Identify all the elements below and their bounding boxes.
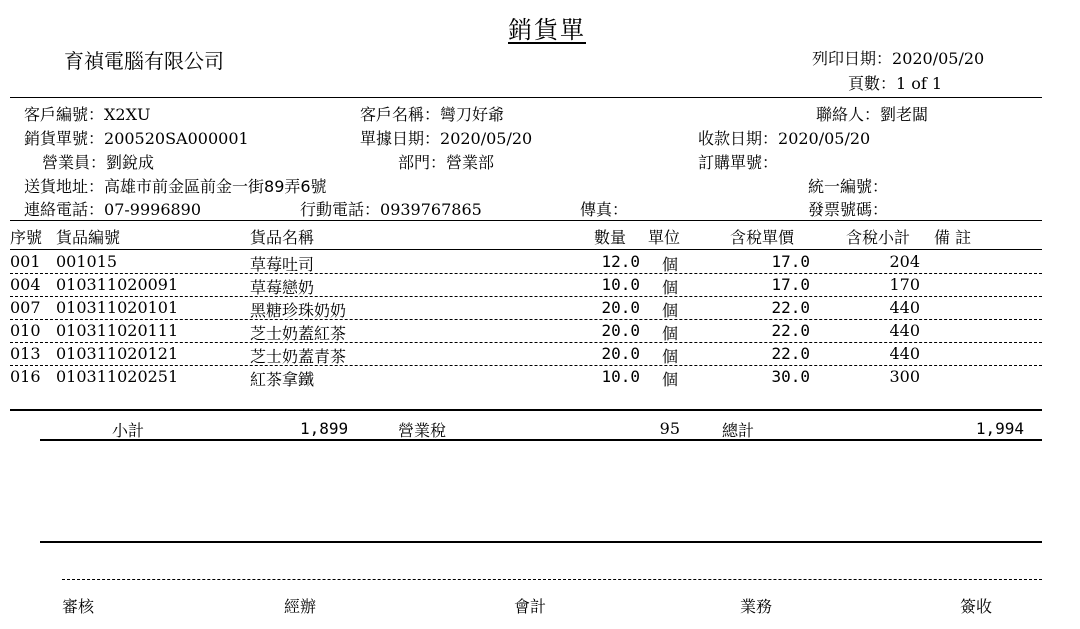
- cell-qty: 20.0: [601, 321, 640, 340]
- order-number-label: 銷貨單號：: [24, 129, 105, 148]
- cell-qty: 10.0: [601, 275, 640, 294]
- phone: [24, 197, 201, 220]
- print-date: [812, 46, 984, 69]
- cell-unit: 個: [662, 347, 679, 366]
- cell-unit: 個: [662, 278, 679, 297]
- receipt-date: [698, 126, 870, 149]
- cell-seq: 013: [10, 344, 41, 363]
- cell-seq: 001: [10, 252, 41, 271]
- document-title: 銷貨單: [508, 16, 586, 44]
- cell-price: 22.0: [771, 344, 810, 363]
- receipt-date-value: 2020/05/20: [778, 129, 871, 148]
- page-label: 頁數：: [848, 74, 897, 93]
- page-value: 1 of 1: [896, 74, 943, 93]
- fax: [580, 197, 628, 220]
- col-header-remark: 備 註: [934, 228, 972, 247]
- print-date-label: 列印日期：: [812, 49, 893, 68]
- subtotal-value: 1,899: [300, 419, 349, 438]
- salesperson: [42, 150, 154, 173]
- company-name: 育禎電腦有限公司: [64, 49, 224, 73]
- department: [398, 150, 494, 173]
- contact-value: 劉老闆: [880, 105, 929, 124]
- customer-id: [24, 102, 150, 125]
- cell-seq: 016: [10, 367, 41, 386]
- cell-name: 芝士奶蓋青茶: [250, 347, 347, 366]
- customer-name-label: 客戶名稱：: [360, 105, 441, 124]
- subtotal-label: 小計: [112, 421, 145, 440]
- signature-accounting: 會計: [514, 597, 547, 616]
- cell-price: 30.0: [771, 367, 810, 386]
- customer-name: [360, 102, 504, 125]
- table-header-rule: [10, 249, 1042, 250]
- tax-value: 95: [659, 419, 680, 438]
- table-end-rule: [10, 409, 1042, 411]
- info-rule: [10, 220, 1042, 221]
- col-header-subtotal: 含稅小計: [846, 228, 911, 247]
- fax-label: 傳真：: [580, 200, 629, 219]
- cell-price: 22.0: [771, 298, 810, 317]
- cell-seq: 010: [10, 321, 41, 340]
- cell-qty: 20.0: [601, 344, 640, 363]
- cell-subtotal: 440: [889, 298, 920, 317]
- tax-label: 營業稅: [398, 421, 447, 440]
- document-date-value: 2020/05/20: [440, 129, 533, 148]
- phone-value: 07-9996890: [104, 200, 202, 219]
- total-label: 總計: [722, 421, 755, 440]
- cell-seq: 004: [10, 275, 41, 294]
- cell-price: 22.0: [771, 321, 810, 340]
- cell-qty: 20.0: [601, 298, 640, 317]
- customer-id-value: X2XU: [104, 105, 151, 124]
- salesperson-value: 劉銳成: [106, 153, 155, 172]
- page-number: [848, 71, 942, 94]
- row-divider: [10, 319, 1042, 320]
- order-number-value: 200520SA000001: [104, 129, 249, 148]
- signature-dash-rule: [62, 579, 1042, 580]
- row-divider: [10, 296, 1042, 297]
- delivery-address: [24, 174, 327, 197]
- totals-rule: [40, 439, 1042, 441]
- contact-label: 聯絡人：: [816, 105, 881, 124]
- receipt-date-label: 收款日期：: [698, 129, 779, 148]
- invoice-number: [808, 197, 888, 220]
- mobile-label: 行動電話：: [300, 200, 381, 219]
- total-value: 1,994: [975, 419, 1024, 438]
- cell-price: 17.0: [771, 252, 810, 271]
- mobile: [300, 197, 482, 220]
- customer-name-value: 彎刀好爺: [440, 105, 505, 124]
- cell-code: 001015: [56, 252, 118, 271]
- print-date-value: 2020/05/20: [892, 49, 985, 68]
- col-header-name: 貨品名稱: [250, 228, 315, 247]
- cell-unit: 個: [662, 324, 679, 343]
- footer-rule: [40, 541, 1042, 543]
- signature-review: 審核: [62, 597, 95, 616]
- cell-subtotal: 204: [889, 252, 920, 271]
- order-number: [24, 126, 249, 149]
- signature-receiver: 簽收: [960, 597, 993, 616]
- cell-subtotal: 440: [889, 344, 920, 363]
- col-header-seq: 序號: [10, 228, 43, 247]
- header-rule: [10, 97, 1042, 98]
- cell-code: 010311020121: [56, 344, 179, 363]
- department-value: 營業部: [446, 153, 495, 172]
- phone-label: 連絡電話：: [24, 200, 105, 219]
- tax-id-label: 統一編號：: [808, 177, 889, 196]
- signature-handler: 經辦: [284, 597, 317, 616]
- cell-code: 010311020251: [56, 367, 179, 386]
- cell-unit: 個: [662, 301, 679, 320]
- customer-id-label: 客戶編號：: [24, 105, 105, 124]
- delivery-address-value: 高雄市前金區前金一街89弄6號: [104, 177, 327, 196]
- col-header-unit: 單位: [648, 228, 681, 247]
- invoice-number-label: 發票號碼：: [808, 200, 889, 219]
- purchase-order: [698, 150, 778, 173]
- col-header-qty: 數量: [594, 228, 627, 247]
- cell-unit: 個: [662, 370, 679, 389]
- document-date-label: 單據日期：: [360, 129, 441, 148]
- cell-name: 紅茶拿鐵: [250, 370, 315, 389]
- delivery-address-label: 送貨地址：: [24, 177, 105, 196]
- cell-subtotal: 300: [889, 367, 920, 386]
- contact: [816, 102, 928, 125]
- document-date: [360, 126, 532, 149]
- col-header-price: 含稅單價: [730, 228, 795, 247]
- cell-subtotal: 440: [889, 321, 920, 340]
- department-label: 部門：: [398, 153, 447, 172]
- cell-code: 010311020101: [56, 298, 179, 317]
- cell-price: 17.0: [771, 275, 810, 294]
- cell-qty: 10.0: [601, 367, 640, 386]
- cell-name: 草莓吐司: [250, 255, 315, 274]
- cell-subtotal: 170: [889, 275, 920, 294]
- cell-name: 芝士奶蓋紅茶: [250, 324, 347, 343]
- row-divider: [10, 273, 1042, 274]
- cell-name: 草莓戀奶: [250, 278, 315, 297]
- tax-id: [808, 174, 888, 197]
- cell-code: 010311020091: [56, 275, 179, 294]
- row-divider: [10, 365, 1042, 366]
- cell-unit: 個: [662, 255, 679, 274]
- signature-business: 業務: [740, 597, 773, 616]
- purchase-order-label: 訂購單號：: [698, 153, 779, 172]
- cell-code: 010311020111: [56, 321, 179, 340]
- cell-name: 黑糖珍珠奶奶: [250, 301, 347, 320]
- row-divider: [10, 342, 1042, 343]
- col-header-code: 貨品編號: [56, 228, 121, 247]
- salesperson-label: 營業員：: [42, 153, 107, 172]
- mobile-value: 0939767865: [380, 200, 482, 219]
- cell-qty: 12.0: [601, 252, 640, 271]
- cell-seq: 007: [10, 298, 41, 317]
